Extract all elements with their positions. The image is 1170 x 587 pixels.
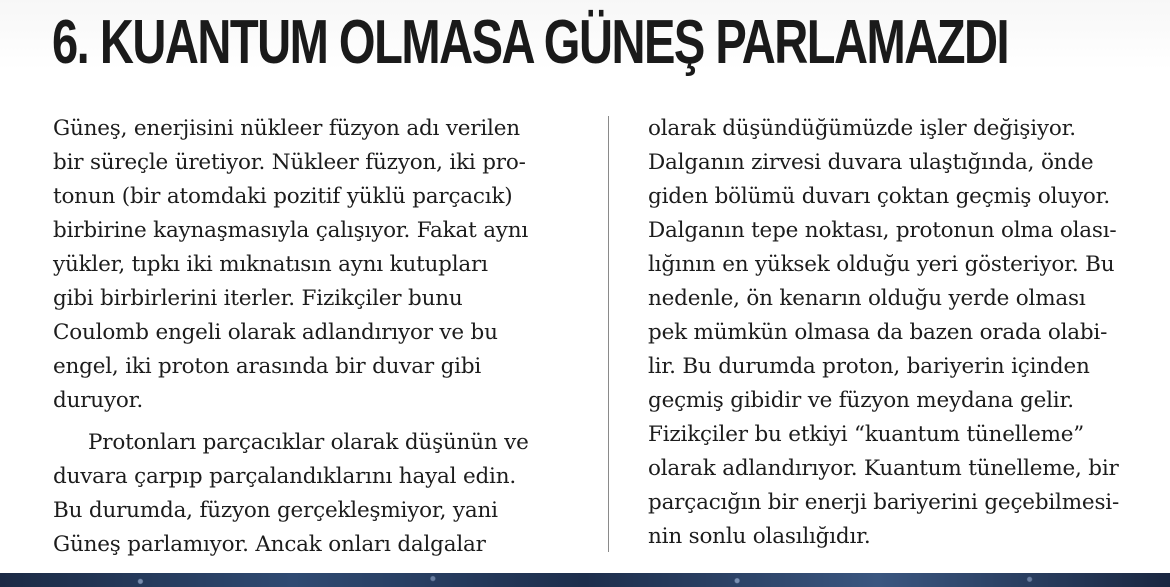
text-line: Coulomb engeli olarak adlandırıyor ve bu: [53, 320, 498, 345]
text-line: tonun (bir atomdaki pozitif yüklü parçacık): [53, 184, 513, 209]
text-line: duvara çarpıp parçalandıklarını hayal edin.: [53, 464, 516, 489]
text-line: duruyor.: [53, 388, 143, 413]
text-line: Bu durumda, füzyon gerçekleşmiyor, yani: [53, 498, 498, 523]
decorative-bottom-band: [0, 573, 1170, 587]
text-line: engel, iki proton arasında bir duvar gibi: [53, 354, 482, 379]
paragraph-1: [53, 112, 573, 418]
paragraph-2: [53, 426, 573, 562]
left-column: [53, 112, 573, 562]
text-line: yükler, tıpkı iki mıknatısın aynı kutupları: [53, 252, 488, 277]
column-divider: [608, 116, 609, 552]
text-line: parçacığın bir enerji bariyerini geçebilmesi-: [648, 490, 1120, 515]
text-line: Protonları parçacıklar olarak düşünün ve: [88, 430, 529, 455]
text-line: gibi birbirlerini iterler. Fizikçiler bunu: [53, 286, 463, 311]
article-title: 6. KUANTUM OLMASA GÜNEŞ PARLAMAZDI: [52, 8, 1009, 77]
text-line: Dalganın tepe noktası, protonun olma olası-: [648, 218, 1117, 243]
right-column: [648, 112, 1148, 554]
text-line: Güneş, enerjisini nükleer füzyon adı verilen: [53, 116, 520, 141]
text-line: lir. Bu durumda proton, bariyerin içinden: [648, 354, 1090, 379]
text-line: lığının en yüksek olduğu yeri gösteriyor. Bu: [648, 252, 1115, 277]
text-line: Güneş parlamıyor. Ancak onları dalgalar: [53, 532, 486, 557]
text-line: pek mümkün olmasa da bazen orada olabi-: [648, 320, 1108, 345]
text-line: olarak adlandırıyor. Kuantum tünelleme, bir: [648, 456, 1119, 481]
text-line: nin sonlu olasılığıdır.: [648, 524, 871, 549]
text-line: Dalganın zirvesi duvara ulaştığında, önde: [648, 150, 1094, 175]
text-line: giden bölümü duvarı çoktan geçmiş oluyor.: [648, 184, 1110, 209]
text-line: birbirine kaynaşmasıyla çalışıyor. Fakat aynı: [53, 218, 529, 243]
text-line: Fizikçiler bu etkiyi “kuantum tünelleme”: [648, 422, 1085, 447]
text-line: nedenle, ön kenarın olduğu yerde olması: [648, 286, 1086, 311]
text-line: geçmiş gibidir ve füzyon meydana gelir.: [648, 388, 1074, 413]
text-line: olarak düşündüğümüzde işler değişiyor.: [648, 116, 1076, 141]
text-line: bir süreçle üretiyor. Nükleer füzyon, iki pro-: [53, 150, 526, 175]
